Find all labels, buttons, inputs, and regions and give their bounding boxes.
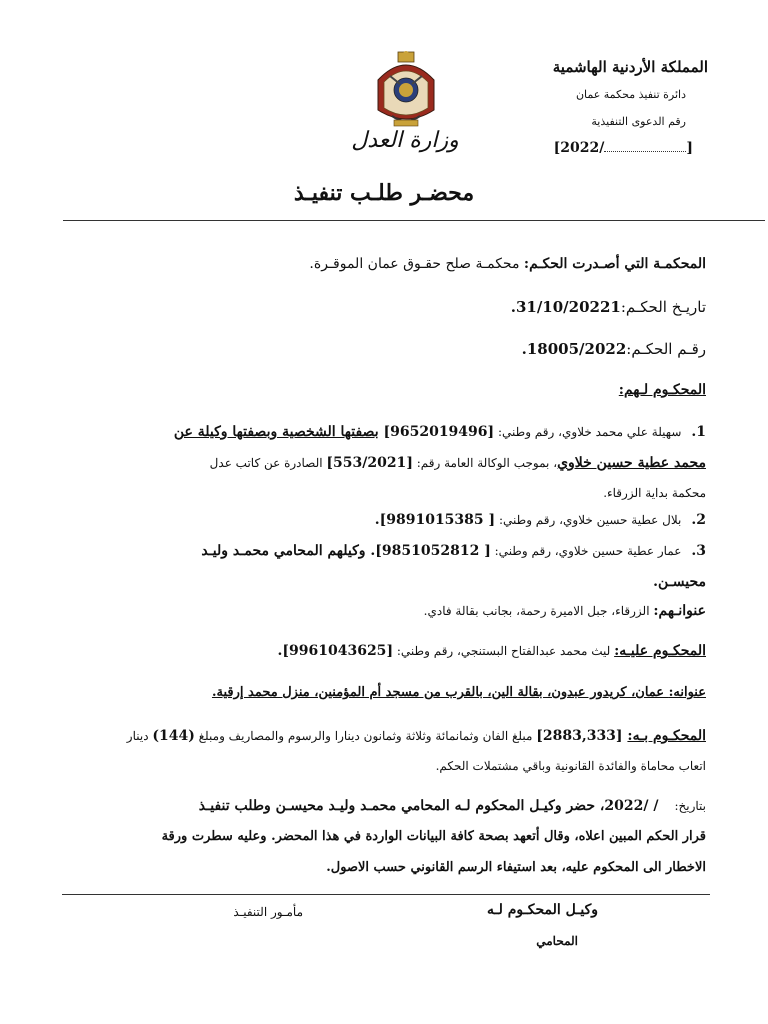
divider bbox=[63, 220, 765, 221]
execution-officer-label: مأمـور التنفيـذ bbox=[233, 905, 303, 919]
beneficiary-name: سهيلة علي محمد خلاوي، رقم وطني: bbox=[494, 425, 682, 439]
beneficiary-1-line2 bbox=[210, 455, 706, 471]
beneficiary-1-line1 bbox=[174, 424, 706, 440]
beneficiary-id: [9652019496] bbox=[378, 424, 495, 440]
beneficiary-number: 3. bbox=[691, 543, 706, 559]
beneficiary-2-line bbox=[375, 512, 706, 528]
debtor-address-line bbox=[212, 685, 706, 700]
case-reference bbox=[554, 139, 693, 156]
divider bbox=[62, 894, 710, 895]
judgment-number-line bbox=[522, 340, 706, 358]
judgment-date-value: 31/10/20221. bbox=[510, 298, 621, 316]
fees-amount: (144) bbox=[152, 728, 195, 744]
power-of-attorney-number: [553/2021] bbox=[326, 455, 413, 471]
case-ref-open: [2022/ bbox=[553, 140, 605, 156]
beneficiary-3-line2: محيسـن. bbox=[653, 574, 706, 590]
beneficiary-capacity: بصفتها الشخصية وبصفتها وكيلة عن bbox=[173, 424, 379, 440]
judgment-amount-line1 bbox=[127, 728, 706, 744]
principal-name: محمد عطية حسين خلاوي bbox=[557, 455, 706, 471]
case-ref-close: ] bbox=[686, 140, 693, 156]
judgment-amount-value: [2883,333] bbox=[536, 728, 628, 744]
debtor-name: ليث محمد عبدالفتاح البستنجي، رقم وطني: bbox=[393, 644, 615, 658]
issuer-text: الصادرة عن كاتب عدل bbox=[209, 456, 327, 470]
statement-line1 bbox=[199, 798, 706, 814]
judgment-number-label: رقـم الحكـم: bbox=[626, 340, 706, 358]
judgment-amount-words: مبلغ الفان وثمانمائة وثلاثة وثمانون دينارا والرسوم والمصاريف ومبلغ bbox=[194, 729, 537, 743]
debtor-label: المحكـوم عليـه: bbox=[614, 643, 706, 659]
beneficiary-name: عمار عطية حسين خلاوي، رقم وطني: bbox=[490, 544, 682, 558]
judgment-number-value: 18005/2022. bbox=[521, 340, 627, 358]
debtor-address-value: عمان، كريدور عبدون، بقالة الين، بالقرب من مسجد أم المؤمنين، منزل محمد إرقية. bbox=[211, 685, 669, 700]
coat-of-arms-icon bbox=[370, 50, 442, 132]
power-of-attorney-text: ، بموجب الوكالة العامة رقم: bbox=[412, 456, 558, 470]
ministry-logo: وزارة العدل bbox=[351, 128, 459, 153]
court-line bbox=[309, 256, 706, 272]
debtor-line bbox=[278, 643, 706, 659]
case-number-label: رقم الدعوى التنفيذية bbox=[591, 115, 686, 128]
currency: دينار bbox=[126, 729, 153, 743]
address-label: عنوانـهم: bbox=[653, 603, 706, 619]
statement-text: حضر وكيـل المحكوم لـه المحامي محمـد وليـد محيسـن وطلب تنفيـذ bbox=[198, 798, 600, 814]
judgment-date-label: تاريـخ الحكـم: bbox=[620, 298, 706, 316]
debtor-id: [9961043625]. bbox=[277, 643, 394, 659]
lawyer-signature-label: المحامي bbox=[536, 934, 578, 948]
beneficiary-number: 1. bbox=[691, 424, 706, 440]
statement-line3: الاخطار الى المحكوم عليه، بعد استيفاء الرسم القانوني حسب الاصول. bbox=[326, 860, 706, 875]
beneficiary-name: بلال عطية حسين خلاوي، رقم وطني: bbox=[495, 513, 682, 527]
statement-date-value: / /2022، bbox=[599, 798, 659, 814]
court-value: محكمـة صلح حقـوق عمان الموقـرة. bbox=[309, 256, 524, 272]
court-label: المحكمـة التي أصـدرت الحكـم: bbox=[523, 256, 706, 272]
beneficiaries-heading: المحكـوم لـهم: bbox=[618, 382, 706, 398]
address-value: الزرقاء، جبل الاميرة رحمة، بجانب بقالة فادي. bbox=[423, 604, 654, 618]
document-title: محضـر طلـب تنفيـذ bbox=[293, 180, 475, 206]
case-ref-blank bbox=[604, 139, 686, 152]
judgment-amount-line2: اتعاب محاماة والفائدة القانونية وباقي مشتملات الحكم. bbox=[435, 759, 706, 773]
beneficiary-3-line1 bbox=[201, 543, 706, 559]
beneficiary-id-and-lawyer: [ 9851052812]. وكيلهم المحامي محمـد وليـد bbox=[201, 543, 491, 559]
judgment-date-line bbox=[511, 298, 706, 316]
judgment-amount-label: المحكـوم بـه: bbox=[627, 728, 706, 744]
beneficiaries-address-line bbox=[424, 603, 706, 619]
statement-line2: قرار الحكم المبين اعلاه، وقال أتعهد بصحة كافة البيانات الواردة في هذا المحضر. وعليه سطرت ورقة bbox=[161, 829, 706, 844]
beneficiary-number: 2. bbox=[691, 512, 706, 528]
kingdom-title: المملكة الأردنية الهاشمية bbox=[552, 58, 708, 76]
statement-date-label: بتاريخ: bbox=[674, 799, 706, 813]
beneficiary-1-line3: محكمة بداية الزرقاء. bbox=[603, 486, 706, 500]
beneficiary-id: [ 9891015385]. bbox=[374, 512, 496, 528]
department-name: دائرة تنفيذ محكمة عمان bbox=[575, 88, 686, 101]
agent-signature-label: وكيـل المحكـوم لـه bbox=[487, 902, 598, 918]
debtor-address-label: عنوانه: bbox=[668, 685, 706, 700]
